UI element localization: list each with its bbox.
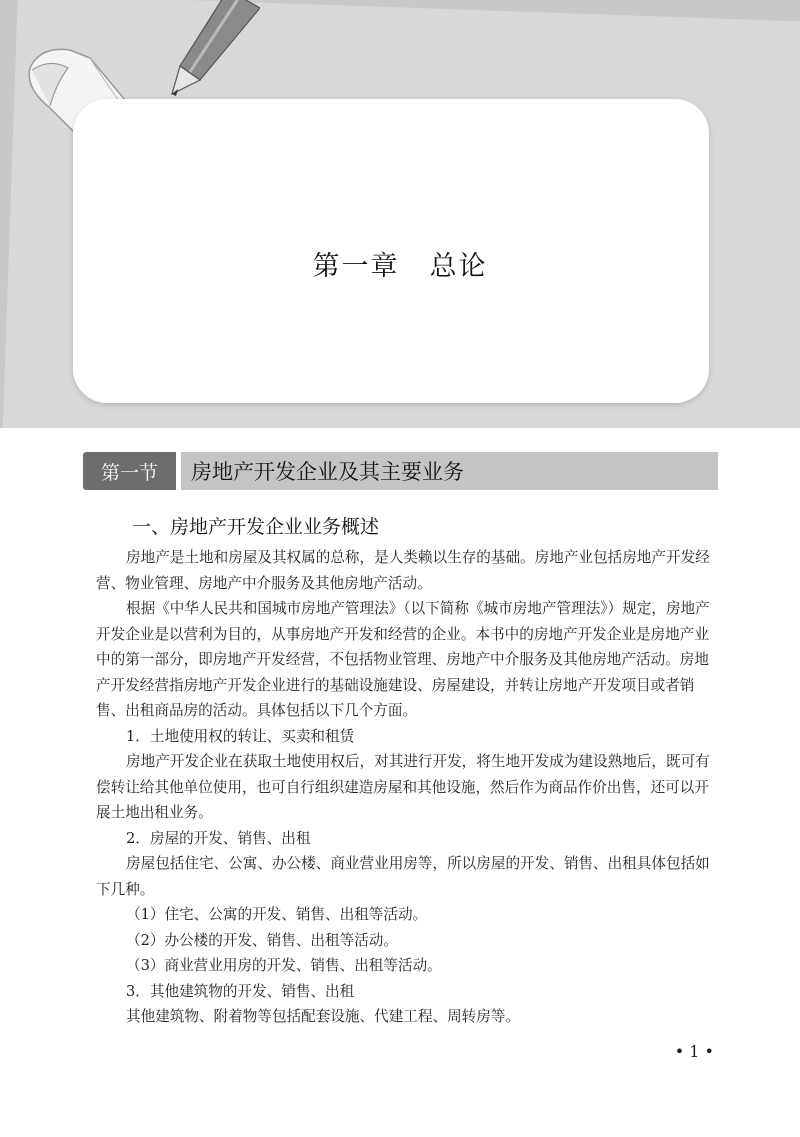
list-item: （1）住宅、公寓的开发、销售、出租等活动。 [126, 906, 428, 923]
section-tag: 第一节 [83, 452, 176, 490]
chapter-number: 第一章 [312, 251, 400, 282]
body-text [96, 545, 718, 1030]
section-header [83, 452, 718, 490]
list-item: （3）商业营业用房的开发、销售、出租等活动。 [126, 957, 442, 974]
paragraph: 其他建筑物、附着物等包括配套设施、代建工程、周转房等。 [126, 1008, 521, 1025]
section-title: 房地产开发企业及其主要业务 [181, 452, 718, 490]
chapter-title [0, 244, 800, 283]
chapter-name: 总论 [429, 251, 488, 282]
subsection-title: 一、房地产开发企业业务概述 [132, 516, 380, 538]
list-item: （2）办公楼的开发、销售、出租等活动。 [126, 931, 398, 949]
list-heading: 2．房屋的开发、销售、出租 [126, 829, 311, 847]
chapter-banner [0, 0, 800, 428]
pen-icon [150, 0, 260, 100]
paragraph: 根据《中华人民共和国城市房地产管理法》（以下简称《城市房地产管理法》）规定，房地产开发企业是以营利为目的，从事房地产开发和经营的企业。本书中的房地产开发企业是房地产业中的第一部分，即房地产开发经营，不包括物业管理、房地产中介服务及其他房地产活动。房地产开发经营指房地产开发企业进行的基础设施建设、房屋建设，并转让房地产开发项目或者销售、出租商品房的活动。具体包括以下几个方面。 [96, 600, 710, 719]
list-heading: 3．其他建筑物的开发、销售、出租 [126, 982, 355, 1000]
paragraph: 房屋包括住宅、公寓、办公楼、商业营业用房等，所以房屋的开发、销售、出租具体包括如下几种。 [96, 855, 710, 898]
page-number: • 1 • [674, 1042, 714, 1061]
paragraph: 房地产是土地和房屋及其权属的总称，是人类赖以生存的基础。房地产业包括房地产开发经营、物业管理、房地产中介服务及其他房地产活动。 [96, 549, 710, 592]
list-heading: 1．土地使用权的转让、买卖和租赁 [126, 727, 355, 745]
paragraph: 房地产开发企业在获取土地使用权后，对其进行开发，将生地开发成为建设熟地后，既可有偿转让给其他单位使用，也可自行组织建造房屋和其他设施，然后作为商品作价出售，还可以开展土地出租业务。 [96, 753, 710, 821]
